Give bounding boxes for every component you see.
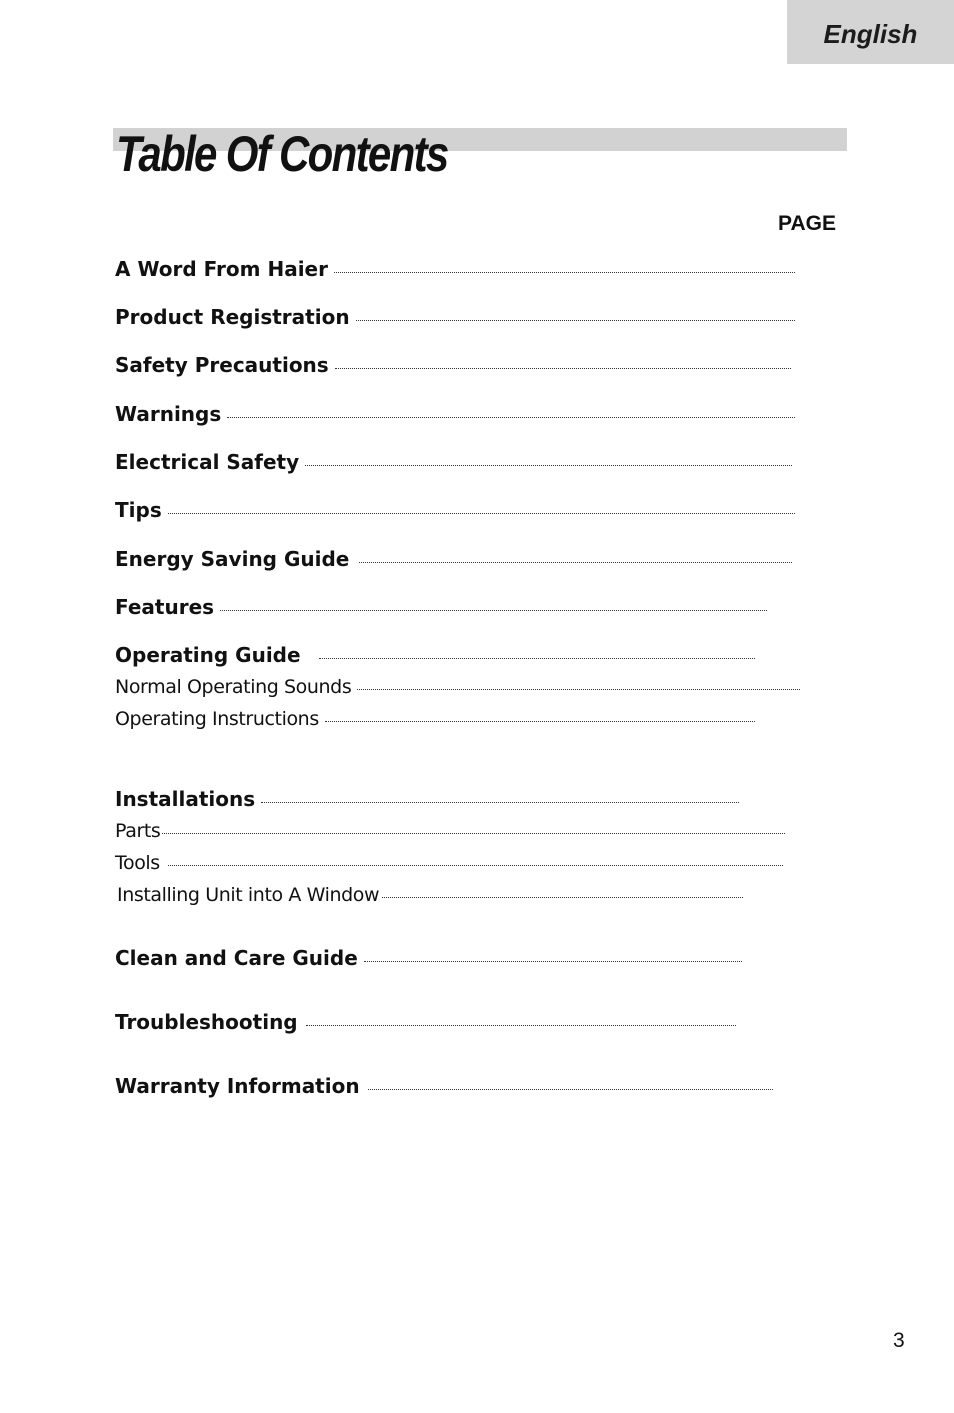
dot-leader xyxy=(319,657,755,659)
dot-leader xyxy=(364,960,742,962)
dot-leader xyxy=(168,864,783,866)
toc-entry-label: Installations xyxy=(115,787,256,811)
dot-leader xyxy=(227,416,795,418)
toc-entry-electrical-safety xyxy=(115,450,792,480)
dot-leader xyxy=(368,1088,773,1090)
page-number: 3 xyxy=(893,1329,905,1352)
dot-leader xyxy=(305,464,792,466)
toc-entry-tips xyxy=(115,498,795,528)
toc-entry-label: Warnings xyxy=(115,402,222,426)
toc-entry-warranty-information xyxy=(115,1074,773,1104)
toc-entry-label: Tips xyxy=(115,498,162,522)
toc-entry-features xyxy=(115,595,767,625)
toc-entry-label: A Word From Haier xyxy=(115,257,328,281)
toc-entry-label: Operating Guide xyxy=(115,643,301,667)
toc-entry-operating-guide xyxy=(115,643,755,673)
toc-entry-warnings xyxy=(115,402,795,432)
toc-entry-label: Warranty Information xyxy=(115,1074,360,1098)
toc-entry-clean-and-care-guide xyxy=(115,946,742,976)
toc-entry-label: Parts xyxy=(115,820,161,842)
toc-entry-operating-instructions xyxy=(115,708,755,738)
toc-entry-label: Clean and Care Guide xyxy=(115,946,358,970)
toc-entry-label: Safety Precautions xyxy=(115,353,329,377)
toc-entry-safety-precautions xyxy=(115,353,791,383)
page-column-label: PAGE xyxy=(778,212,836,235)
toc-entry-normal-operating-sounds xyxy=(115,676,800,706)
dot-leader xyxy=(335,367,791,369)
toc-entry-parts xyxy=(115,820,785,850)
dot-leader xyxy=(162,832,785,834)
toc-entry-label: Operating Instructions xyxy=(115,708,319,730)
dot-leader xyxy=(359,561,792,563)
toc-entry-energy-saving-guide xyxy=(115,547,792,577)
dot-leader xyxy=(334,271,795,273)
dot-leader xyxy=(357,688,800,690)
dot-leader xyxy=(325,720,755,722)
toc-entry-a-word-from-haier xyxy=(115,257,795,287)
toc-entry-label: Tools xyxy=(115,852,160,874)
toc-entry-label: Normal Operating Sounds xyxy=(115,676,352,698)
dot-leader xyxy=(220,609,767,611)
toc-entry-label: Energy Saving Guide xyxy=(115,547,350,571)
toc-entry-installations xyxy=(115,787,739,817)
toc-entry-tools xyxy=(115,852,783,882)
toc-entry-installing-unit-into-a-window xyxy=(117,884,743,914)
toc-entry-label: Product Registration xyxy=(115,305,350,329)
toc-entry-label: Features xyxy=(115,595,215,619)
language-tab: English xyxy=(787,0,954,64)
toc-entry-troubleshooting xyxy=(115,1010,736,1040)
toc-entry-label: Electrical Safety xyxy=(115,450,300,474)
toc-entry-label: Installing Unit into A Window xyxy=(117,884,380,906)
page-title: Table Of Contents xyxy=(116,126,448,182)
toc-entry-label: Troubleshooting xyxy=(115,1010,298,1034)
dot-leader xyxy=(382,896,743,898)
dot-leader xyxy=(168,512,795,514)
toc-entry-product-registration xyxy=(115,305,795,335)
dot-leader xyxy=(261,801,739,803)
dot-leader xyxy=(306,1024,736,1026)
dot-leader xyxy=(356,319,795,321)
